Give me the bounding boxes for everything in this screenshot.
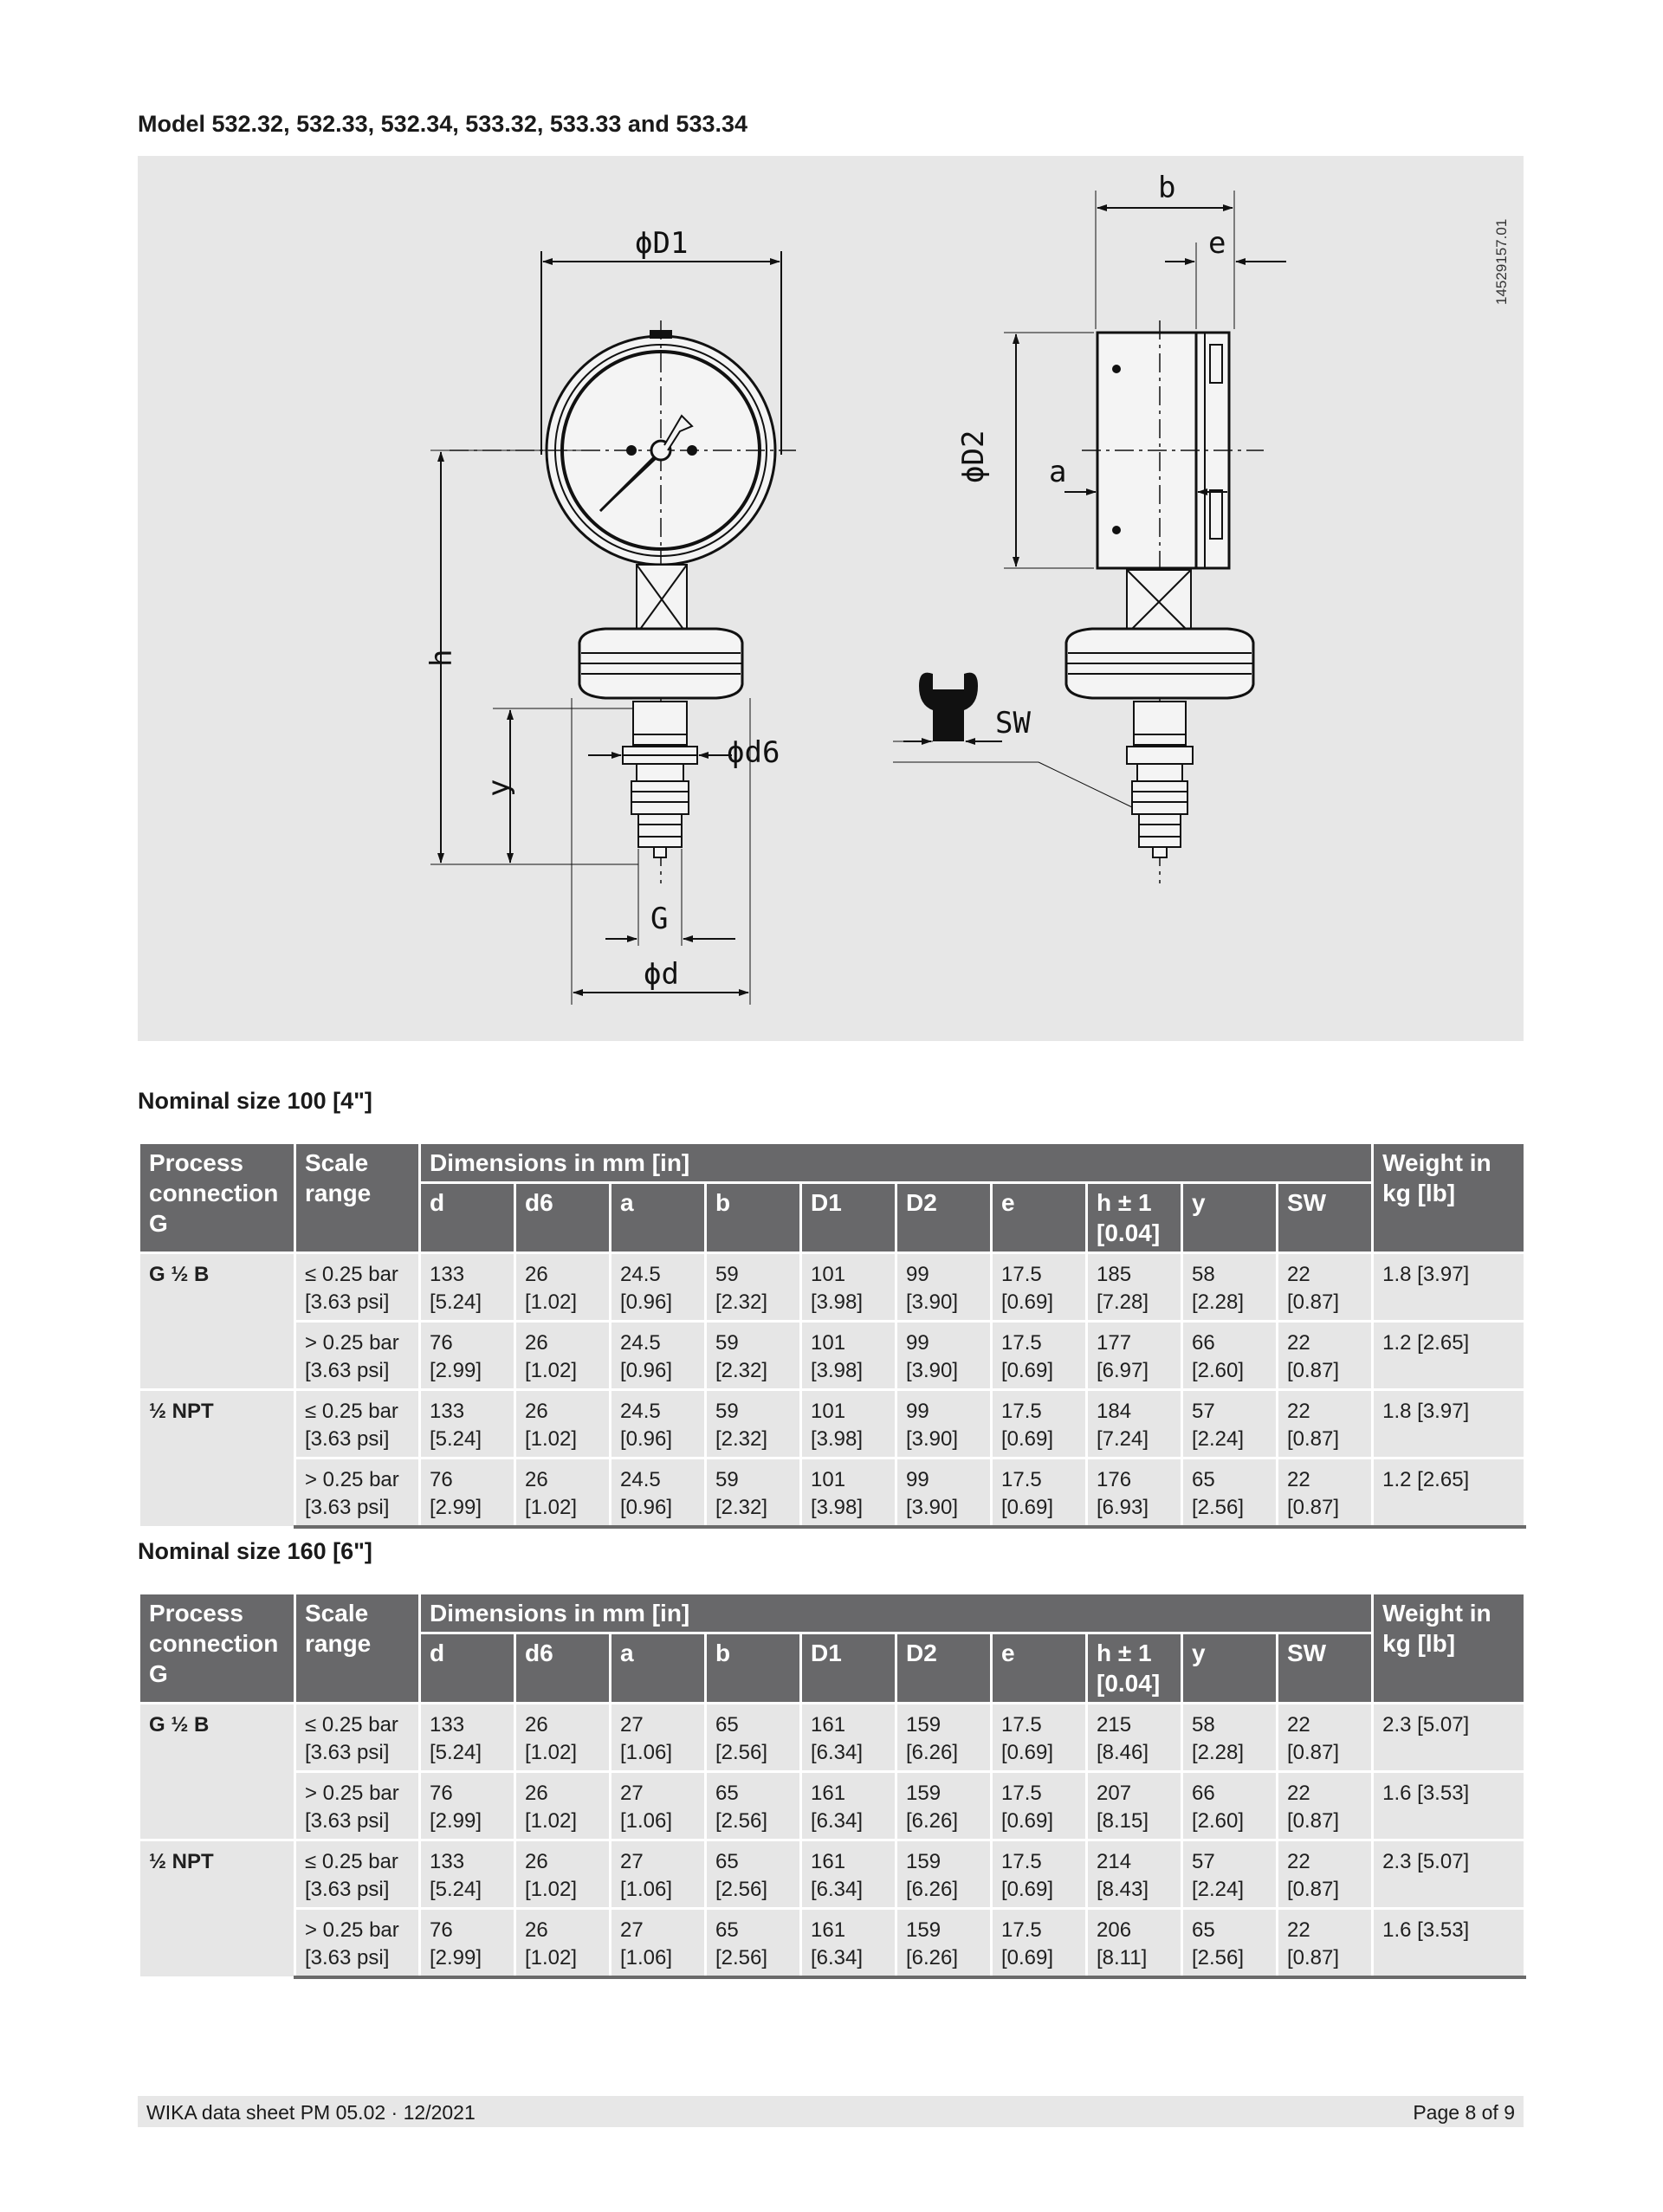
header-d: d [420,1633,515,1704]
table-row [139,1840,1525,1909]
cell-y: 65 [2.56] [1182,1909,1278,1978]
cell-a: 24.5 [0.96] [611,1390,706,1458]
cell-b: 59 [2.32] [706,1390,801,1458]
cell-D2: 159 [6.26] [896,1840,992,1909]
cell-y: 57 [2.24] [1182,1840,1278,1909]
cell-h: 176 [6.93] [1087,1458,1182,1528]
header-d6: d6 [515,1633,611,1704]
header-SW: SW [1278,1633,1373,1704]
label-e: e [1208,226,1226,261]
footer [138,2096,1524,2127]
cell-h: 177 [6.97] [1087,1322,1182,1390]
cell-h: 207 [8.15] [1087,1772,1182,1840]
table-row [139,1704,1525,1772]
cell-b: 65 [2.56] [706,1704,801,1772]
wrench-icon [893,673,1002,741]
header-SW: SW [1278,1183,1373,1253]
cell-e: 17.5 [0.69] [992,1458,1087,1528]
cell-d6: 26 [1.02] [515,1840,611,1909]
cell-d: 76 [2.99] [420,1458,515,1528]
cell-d: 76 [2.99] [420,1772,515,1840]
table-row [139,1253,1525,1322]
cell-h: 185 [7.28] [1087,1253,1182,1322]
technical-drawing [138,156,1524,1041]
cell-d6: 26 [1.02] [515,1458,611,1528]
cell-b: 65 [2.56] [706,1909,801,1978]
cell-e: 17.5 [0.69] [992,1772,1087,1840]
model-heading: Model 532.32, 532.33, 532.34, 533.32, 533.33 and 533.34 [138,111,748,137]
cell-SW: 22 [0.87] [1278,1772,1373,1840]
cell-D2: 99 [3.90] [896,1390,992,1458]
header-d: d [420,1183,515,1253]
label-d6: ϕd6 [727,735,780,770]
header-a: a [611,1633,706,1704]
drawing-number: 14529157.01 [1493,218,1510,305]
cell-d: 133 [5.24] [420,1390,515,1458]
cell-D1: 161 [6.34] [801,1840,896,1909]
cell-D1: 161 [6.34] [801,1704,896,1772]
cell-d6: 26 [1.02] [515,1390,611,1458]
cell-d6: 26 [1.02] [515,1253,611,1322]
cell-a: 27 [1.06] [611,1909,706,1978]
cell-SW: 22 [0.87] [1278,1704,1373,1772]
cell-process-connection: ½ NPT [139,1390,295,1528]
cell-weight: 2.3 [5.07] [1373,1704,1525,1772]
cell-b: 65 [2.56] [706,1772,801,1840]
cell-D1: 161 [6.34] [801,1909,896,1978]
cell-y: 58 [2.28] [1182,1704,1278,1772]
cell-weight: 1.8 [3.97] [1373,1390,1525,1458]
cell-d6: 26 [1.02] [515,1772,611,1840]
cell-y: 66 [2.60] [1182,1322,1278,1390]
cell-SW: 22 [0.87] [1278,1253,1373,1322]
cell-e: 17.5 [0.69] [992,1704,1087,1772]
header-b: b [706,1633,801,1704]
cell-SW: 22 [0.87] [1278,1458,1373,1528]
table-row [139,1909,1525,1978]
cell-b: 65 [2.56] [706,1840,801,1909]
header-y: y [1182,1633,1278,1704]
table-heading-100: Nominal size 100 [4"] [138,1088,372,1114]
cell-weight: 2.3 [5.07] [1373,1840,1525,1909]
cell-D2: 99 [3.90] [896,1458,992,1528]
cell-h: 184 [7.24] [1087,1390,1182,1458]
cell-b: 59 [2.32] [706,1322,801,1390]
cell-a: 24.5 [0.96] [611,1458,706,1528]
cell-d6: 26 [1.02] [515,1909,611,1978]
cell-scale-range: > 0.25 bar [3.63 psi] [295,1772,420,1840]
cell-e: 17.5 [0.69] [992,1840,1087,1909]
side-view-gauge [893,191,1286,883]
dimensions-table-160 [138,1592,1526,1979]
footer-datasheet-id: WIKA data sheet PM 05.02 · 12/2021 [146,2101,476,2124]
cell-scale-range: ≤ 0.25 bar [3.63 psi] [295,1390,420,1458]
label-h: h [424,649,459,667]
cell-d: 76 [2.99] [420,1909,515,1978]
cell-D2: 159 [6.26] [896,1909,992,1978]
cell-a: 24.5 [0.96] [611,1253,706,1322]
cell-process-connection: G ½ B [139,1704,295,1840]
cell-y: 66 [2.60] [1182,1772,1278,1840]
cell-weight: 1.6 [3.53] [1373,1909,1525,1978]
label-y: y [482,779,516,797]
table-row [139,1322,1525,1390]
label-b: b [1158,171,1176,205]
header-h: h ± 1 [0.04] [1087,1633,1182,1704]
header-weight: Weight in kg [lb] [1373,1143,1525,1253]
cell-D2: 99 [3.90] [896,1322,992,1390]
header-D1: D1 [801,1183,896,1253]
cell-D1: 101 [3.98] [801,1322,896,1390]
label-d: ϕd [644,957,679,992]
header-e: e [992,1183,1087,1253]
cell-weight: 1.8 [3.97] [1373,1253,1525,1322]
footer-page-number: Page 8 of 9 [1413,2101,1515,2124]
cell-scale-range: ≤ 0.25 bar [3.63 psi] [295,1253,420,1322]
cell-d: 133 [5.24] [420,1704,515,1772]
cell-SW: 22 [0.87] [1278,1390,1373,1458]
cell-y: 57 [2.24] [1182,1390,1278,1458]
cell-weight: 1.2 [2.65] [1373,1458,1525,1528]
cell-SW: 22 [0.87] [1278,1322,1373,1390]
header-dimensions: Dimensions in mm [in] [420,1594,1373,1633]
header-weight: Weight in kg [lb] [1373,1594,1525,1704]
header-dimensions: Dimensions in mm [in] [420,1143,1373,1183]
cell-h: 206 [8.11] [1087,1909,1182,1978]
cell-D2: 159 [6.26] [896,1772,992,1840]
cell-e: 17.5 [0.69] [992,1390,1087,1458]
table-row [139,1772,1525,1840]
header-process-connection: Process connection G [139,1143,295,1253]
header-a: a [611,1183,706,1253]
cell-D2: 159 [6.26] [896,1704,992,1772]
front-view-gauge [430,251,796,1005]
dimensions-table-100 [138,1142,1526,1529]
header-e: e [992,1633,1087,1704]
cell-e: 17.5 [0.69] [992,1322,1087,1390]
cell-scale-range: > 0.25 bar [3.63 psi] [295,1909,420,1978]
header-D1: D1 [801,1633,896,1704]
header-d6: d6 [515,1183,611,1253]
cell-a: 27 [1.06] [611,1772,706,1840]
cell-b: 59 [2.32] [706,1253,801,1322]
cell-d: 133 [5.24] [420,1253,515,1322]
header-h: h ± 1 [0.04] [1087,1183,1182,1253]
cell-D1: 101 [3.98] [801,1253,896,1322]
cell-e: 17.5 [0.69] [992,1253,1087,1322]
table-row [139,1390,1525,1458]
cell-d: 133 [5.24] [420,1840,515,1909]
cell-h: 214 [8.43] [1087,1840,1182,1909]
cell-scale-range: ≤ 0.25 bar [3.63 psi] [295,1704,420,1772]
cell-scale-range: > 0.25 bar [3.63 psi] [295,1458,420,1528]
cell-weight: 1.6 [3.53] [1373,1772,1525,1840]
cell-d6: 26 [1.02] [515,1322,611,1390]
cell-a: 24.5 [0.96] [611,1322,706,1390]
label-D1: ϕD1 [635,226,689,261]
cell-D1: 101 [3.98] [801,1390,896,1458]
cell-a: 27 [1.06] [611,1840,706,1909]
cell-process-connection: G ½ B [139,1253,295,1390]
label-SW: SW [995,706,1031,741]
header-process-connection: Process connection G [139,1594,295,1704]
cell-scale-range: ≤ 0.25 bar [3.63 psi] [295,1840,420,1909]
cell-d: 76 [2.99] [420,1322,515,1390]
header-D2: D2 [896,1183,992,1253]
cell-y: 58 [2.28] [1182,1253,1278,1322]
cell-scale-range: > 0.25 bar [3.63 psi] [295,1322,420,1390]
cell-h: 215 [8.46] [1087,1704,1182,1772]
cell-b: 59 [2.32] [706,1458,801,1528]
cell-D1: 161 [6.34] [801,1772,896,1840]
cell-y: 65 [2.56] [1182,1458,1278,1528]
cell-process-connection: ½ NPT [139,1840,295,1978]
cell-SW: 22 [0.87] [1278,1909,1373,1978]
header-D2: D2 [896,1633,992,1704]
cell-e: 17.5 [0.69] [992,1909,1087,1978]
cell-d6: 26 [1.02] [515,1704,611,1772]
cell-weight: 1.2 [2.65] [1373,1322,1525,1390]
cell-SW: 22 [0.87] [1278,1840,1373,1909]
label-a: a [1049,455,1067,489]
cell-a: 27 [1.06] [611,1704,706,1772]
header-scale-range: Scale range [295,1594,420,1704]
header-scale-range: Scale range [295,1143,420,1253]
header-b: b [706,1183,801,1253]
label-D2: ϕD2 [956,430,991,483]
cell-D1: 101 [3.98] [801,1458,896,1528]
header-y: y [1182,1183,1278,1253]
table-row [139,1458,1525,1528]
label-G: G [650,902,669,936]
table-heading-160: Nominal size 160 [6"] [138,1538,372,1564]
cell-D2: 99 [3.90] [896,1253,992,1322]
